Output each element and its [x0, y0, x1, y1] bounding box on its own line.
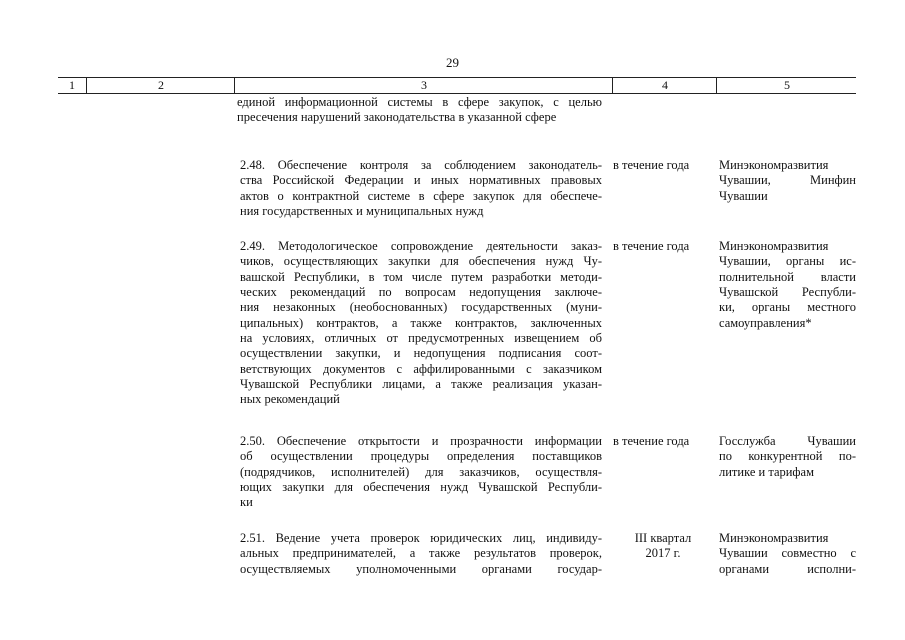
text-line: вашской Республики, в том числе путем разработки методи- [240, 269, 602, 284]
text-line: чиков, осуществляющих закупки для обеспечения нужд Чу- [240, 254, 602, 269]
table-row-2-49-task [237, 239, 602, 408]
text-line: 2.50. Обеспечение открытости и прозрачности информации [240, 434, 602, 448]
text-line: Минэкономразвития [719, 158, 829, 172]
column-header-3: 3 [234, 78, 613, 93]
text-line: ческих рекомендаций по вопросам недопущения заключе- [240, 285, 602, 300]
text-line: литике и тарифам [719, 464, 814, 479]
text-line: ки [240, 495, 253, 510]
column-header-2: 2 [86, 78, 235, 93]
text-line: об осуществлении процедуры определения поставщиков [240, 449, 602, 464]
table-row-2-51-period [612, 531, 714, 562]
column-header-4: 4 [612, 78, 717, 93]
text-line: самоуправления* [719, 315, 812, 330]
table-row-2-50-responsible [719, 434, 856, 480]
table-row-2-50-period [613, 434, 713, 449]
column-header-5: 5 [716, 78, 857, 93]
table-row-2-51-responsible [719, 531, 856, 577]
text-line: на условиях, отличных от предусмотренных извещением об [240, 331, 602, 346]
text-line: полнительной власти [719, 269, 856, 284]
text-line: ния незаконных (необоснованных) государственных (муни- [240, 300, 602, 315]
text-line: органами исполни- [719, 561, 856, 576]
text-line: ных рекомендаций [240, 392, 340, 407]
text-line: Чувашской Республики лицами, а также реализация указан- [240, 377, 602, 392]
period-text: 2017 г. [645, 546, 681, 561]
text-line: по конкурентной по- [719, 449, 856, 464]
table-row-2-48-task [237, 158, 602, 219]
period-text: в течение года [613, 158, 690, 172]
text-line: Минэкономразвития [719, 531, 829, 545]
text-line: ющих закупки для обеспечения нужд Чувашской Республи- [240, 480, 602, 495]
text-line: (подрядчиков, исполнителей) для заказчиков, осуществля- [240, 464, 602, 479]
text-line: осуществляемых уполномоченными органами государ- [240, 561, 602, 576]
text-line: Чувашии [719, 188, 768, 203]
text-line: Госслужба Чувашии [719, 434, 856, 448]
table-header [58, 77, 856, 94]
table-row-2-51-task [237, 531, 602, 577]
text-line: 2.51. Ведение учета проверок юридических лиц, индивиду- [240, 531, 602, 545]
text-line: ства Российской Федерации и иных нормативных правовых [240, 173, 602, 188]
text-line: ки, органы местного [719, 300, 856, 315]
table-row-2-50-task [237, 434, 602, 511]
period-text: III квартал [634, 531, 692, 545]
page-number: 29 [446, 55, 459, 70]
text-line: осуществлении закупки, и недопущения подписания соот- [240, 346, 602, 361]
text-line: Чувашской Республи- [719, 285, 856, 300]
table-row-continuation [237, 95, 602, 126]
text-line: Чувашии, органы ис- [719, 254, 856, 269]
table-row-2-48-responsible [719, 158, 856, 204]
table-row-2-49-period [613, 239, 713, 254]
text-line: 2.49. Методологическое сопровождение деятельности заказ- [240, 239, 602, 253]
text-line: пресечения нарушений законодательства в указанной сфере [237, 110, 557, 125]
text-line: актов о контрактной системе в сфере закупок для обеспече- [240, 188, 602, 203]
period-text: в течение года [613, 434, 690, 448]
text-line: Минэкономразвития [719, 239, 829, 253]
text-line: ветствующих документов с аффилированными с заказчиком [240, 361, 602, 376]
table-row-2-49-responsible [719, 239, 856, 331]
column-header-1: 1 [69, 78, 75, 92]
text-line: 2.48. Обеспечение контроля за соблюдением законодатель- [240, 158, 602, 172]
text-line: ципальных) контрактов, а также контрактов, заключенных [240, 315, 602, 330]
text-line: Чувашии совместно с [719, 546, 856, 561]
table-row-2-48-period [613, 158, 713, 173]
text-line: Чувашии, Минфин [719, 173, 856, 188]
period-text: в течение года [613, 239, 690, 253]
text-line: альных предпринимателей, а также результатов проверок, [240, 546, 602, 561]
text-line: единой информационной системы в сфере закупок, с целью [237, 95, 602, 109]
text-line: ния государственных и муниципальных нужд [240, 204, 484, 219]
